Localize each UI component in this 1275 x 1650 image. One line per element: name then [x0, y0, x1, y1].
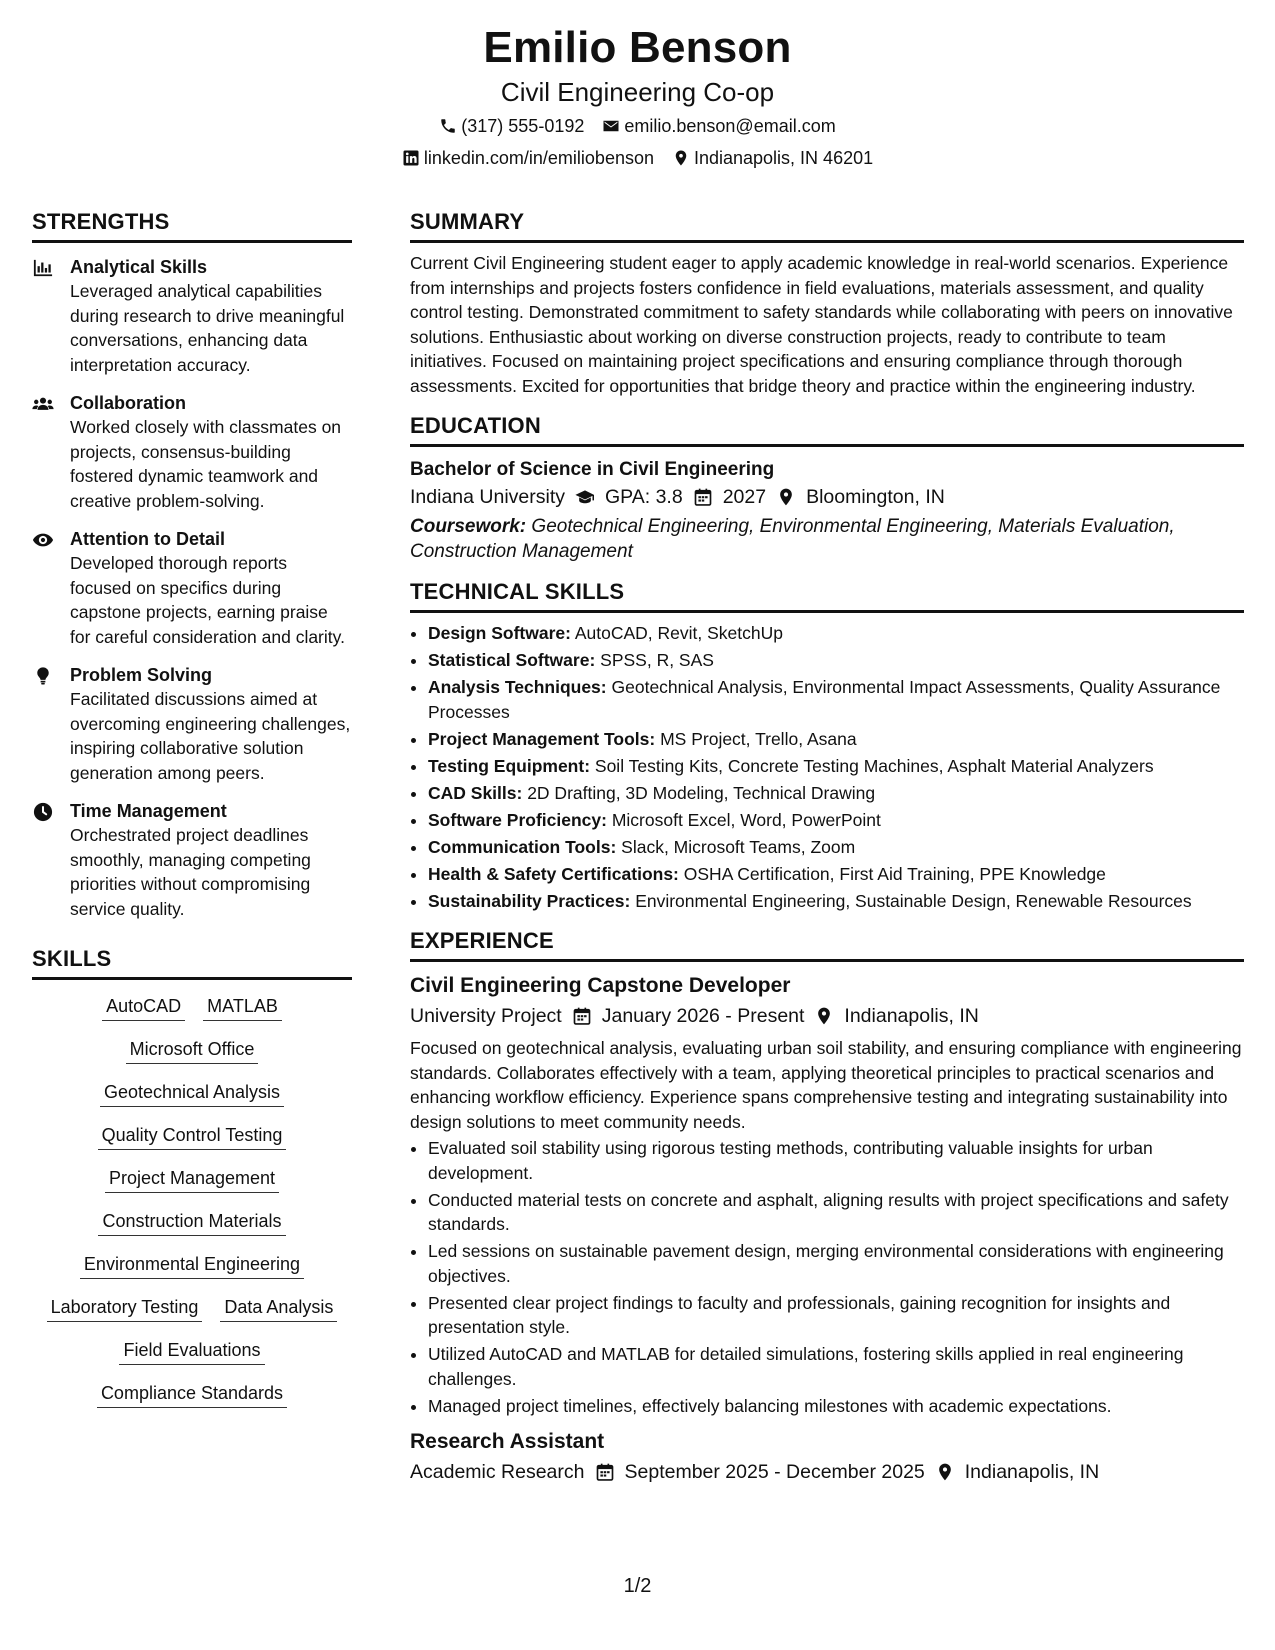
technical-skill-item [428, 675, 1244, 724]
skill-tag: Laboratory Testing [47, 1295, 203, 1322]
summary-section [410, 208, 1244, 398]
skill-tag: Geotechnical Analysis [100, 1080, 284, 1107]
calendar-icon [693, 487, 713, 507]
location-text: Indianapolis, IN 46201 [693, 148, 874, 168]
strength-item [32, 391, 352, 513]
degree-title: Bachelor of Science in Civil Engineering [410, 459, 775, 480]
strength-title: Collaboration [70, 393, 186, 413]
skill-category: Statistical Software: [428, 650, 596, 670]
skill-category: Design Software: [428, 623, 571, 643]
skill-category: CAD Skills: [428, 782, 523, 803]
school-name: Indiana University [410, 486, 565, 508]
technical-skill-item [428, 862, 1244, 887]
summary-heading: SUMMARY [410, 208, 1244, 243]
calendar-icon [572, 1006, 592, 1026]
skill-tag: AutoCAD [102, 994, 185, 1021]
job-bullet: • Led sessions on sustainable pavement design, merging environmental considerations with engineering objectives. [428, 1239, 1244, 1288]
skill-tag: Data Analysis [220, 1295, 337, 1322]
email-text: emilio.benson@email.com [624, 116, 836, 136]
technical-skills-section [410, 578, 1244, 913]
skill-values: AutoCAD, Revit, SketchUp [574, 623, 783, 643]
strength-item [32, 527, 352, 649]
strength-item [32, 799, 352, 921]
map-pin-icon [776, 487, 796, 507]
skill-values: Environmental Engineering, Sustainable Design, Renewable Resources [635, 890, 1192, 911]
job-entry [410, 1428, 1244, 1486]
job-meta [410, 1458, 1244, 1486]
lightbulb-icon [32, 666, 54, 686]
strength-title: Problem Solving [70, 665, 213, 685]
phone-contact [439, 114, 584, 138]
phone-icon [439, 117, 457, 135]
job-bullet: • Utilized AutoCAD and MATLAB for detailed simulations, fostering skills applied in real engineering challenges. [428, 1342, 1244, 1391]
strengths-heading: STRENGTHS [32, 208, 352, 243]
technical-skill-item [428, 648, 1244, 673]
skill-category: Health & Safety Certifications: [428, 863, 679, 884]
left-column [32, 208, 352, 1408]
job-bullet: • Evaluated soil stability using rigorous testing methods, contributing valuable insights for urban development. [428, 1136, 1244, 1185]
phone-text: (317) 555-0192 [461, 116, 585, 136]
eye-icon [32, 530, 54, 550]
job-dates: September 2025 - December 2025 [624, 1461, 925, 1483]
envelope-icon [602, 117, 620, 135]
summary-text: Current Civil Engineering student eager to apply academic knowledge in real-world scenarios. Experience from internships and projects fosters confidence in field evaluations, materials assessment, and quality control testing. Demonstrated commitment to safety standards while collaborating with peers on innovative solutions. Enthusiastic about working on diverse construction projects, ready to contribute to team initiatives. Focused on maintaining project specifications and ensuring compliance through thorough assessments. Excited for opportunities that bridge theory and practice within the engineering industry. [410, 253, 1233, 396]
coursework-label: Coursework: [410, 516, 527, 537]
technical-skills-heading: TECHNICAL SKILLS [410, 578, 1244, 613]
candidate-name: Emilio Benson [483, 23, 792, 72]
skill-tag: Field Evaluations [119, 1338, 264, 1365]
skill-tag: Compliance Standards [97, 1381, 287, 1408]
skill-tag: MATLAB [203, 994, 282, 1021]
technical-skill-item [428, 835, 1244, 860]
job-bullet: • Conducted material tests on concrete and asphalt, aligning results with project specifications and safety standards. [428, 1188, 1244, 1237]
map-pin-icon [672, 149, 690, 167]
school-location: Bloomington, IN [806, 486, 945, 508]
map-pin-icon [814, 1006, 834, 1026]
strengths-list [32, 255, 352, 921]
skill-category: Sustainability Practices: [428, 890, 631, 911]
strength-title: Analytical Skills [70, 257, 208, 277]
contact-row-1 [0, 114, 1275, 138]
job-bullet: • Presented clear project findings to faculty and professionals, gaining recognition for insights and presentation style. [428, 1291, 1244, 1340]
calendar-icon [595, 1462, 615, 1482]
email-contact[interactable] [602, 114, 835, 138]
job-title: Civil Engineering Capstone Developer [410, 974, 791, 997]
skill-category: Software Proficiency: [428, 809, 607, 830]
skill-tag: Quality Control Testing [98, 1123, 287, 1150]
technical-skill-item [428, 621, 1244, 646]
strength-item [32, 663, 352, 785]
job-meta [410, 1002, 1244, 1030]
education-section [410, 412, 1244, 564]
job-entry [410, 972, 1244, 1418]
skill-tag: Project Management [105, 1166, 279, 1193]
skill-category: Testing Equipment: [428, 755, 591, 776]
job-organization: Academic Research [410, 1461, 585, 1483]
location-contact [672, 146, 873, 170]
job-title: Research Assistant [410, 1430, 605, 1453]
skill-values: Geotechnical Analysis, Environmental Impact Assessments, Quality Assurance Processes [428, 677, 1221, 722]
map-pin-icon [935, 1462, 955, 1482]
skills-heading: SKILLS [32, 945, 352, 980]
skill-tag: Environmental Engineering [80, 1252, 304, 1279]
headline: Civil Engineering Co-op [500, 77, 775, 107]
skill-values: 2D Drafting, 3D Modeling, Technical Drawing [527, 782, 876, 803]
skill-values: Soil Testing Kits, Concrete Testing Machines, Asphalt Material Analyzers [594, 755, 1154, 776]
strength-item [32, 255, 352, 377]
skill-tag: Construction Materials [98, 1209, 285, 1236]
technical-skill-item [428, 808, 1244, 833]
linkedin-contact[interactable] [402, 146, 654, 170]
linkedin-icon [402, 149, 420, 167]
strength-description: Facilitated discussions aimed at overcoming engineering challenges, inspiring collaborative solution generation among peers. [70, 689, 351, 783]
skill-values: Microsoft Excel, Word, PowerPoint [611, 809, 881, 830]
experience-heading: EXPERIENCE [410, 927, 1244, 962]
page-number: 1/2 [623, 1575, 652, 1597]
users-icon [32, 394, 54, 414]
graduation-cap-icon [575, 487, 595, 507]
technical-skill-item [428, 889, 1244, 914]
linkedin-text: linkedin.com/in/emiliobenson [423, 148, 654, 168]
skill-tag: Microsoft Office [126, 1037, 259, 1064]
skill-values: OSHA Certification, First Aid Training, PPE Knowledge [683, 863, 1106, 884]
clock-icon [32, 802, 54, 822]
bar-chart-icon [32, 258, 54, 278]
coursework [410, 514, 1244, 564]
right-column [410, 208, 1244, 1500]
experience-section [410, 927, 1244, 1486]
strength-description: Leveraged analytical capabilities during research to drive meaningful conversations, enhancing data interpretation accuracy. [70, 281, 345, 375]
skill-category: Analysis Techniques: [428, 677, 607, 697]
job-bullet: • Managed project timelines, effectively balancing milestones with academic expectations. [428, 1394, 1244, 1419]
skill-category: Project Management Tools: [428, 728, 656, 749]
job-organization: University Project [410, 1005, 562, 1027]
education-meta [410, 483, 1244, 511]
strength-description: Orchestrated project deadlines smoothly, managing competing priorities without compromising service quality. [70, 825, 311, 919]
skill-values: Slack, Microsoft Teams, Zoom [621, 836, 856, 857]
skill-values: MS Project, Trello, Asana [660, 728, 857, 749]
strength-description: Developed thorough reports focused on specifics during capstone projects, earning praise for careful consideration and clarity. [70, 553, 345, 647]
technical-skill-item [428, 727, 1244, 752]
skills-section [32, 945, 352, 1408]
skill-values: SPSS, R, SAS [600, 650, 714, 670]
skill-category: Communication Tools: [428, 836, 617, 857]
strength-title: Time Management [70, 801, 227, 821]
job-bullets [410, 1136, 1244, 1418]
gpa-text: GPA: 3.8 [605, 486, 683, 508]
skills-tags [32, 994, 352, 1408]
job-location: Indianapolis, IN [844, 1005, 979, 1027]
resume-header [0, 22, 1275, 170]
strength-title: Attention to Detail [70, 529, 225, 549]
contact-row-2 [0, 146, 1275, 170]
coursework-list: Geotechnical Engineering, Environmental Engineering, Materials Evaluation, Construction Management [410, 516, 1175, 562]
education-heading: EDUCATION [410, 412, 1244, 447]
technical-skill-item [428, 781, 1244, 806]
job-dates: January 2026 - Present [601, 1005, 805, 1027]
technical-skill-item [428, 754, 1244, 779]
graduation-year: 2027 [722, 486, 767, 508]
strength-description: Worked closely with classmates on projects, consensus-building fostered dynamic teamwork and creative problem-solving. [70, 417, 342, 511]
technical-skills-list [410, 621, 1244, 913]
job-description: Focused on geotechnical analysis, evaluating urban soil stability, and ensuring compliance with engineering standards. Collaborates effectively with a team, applying theoretical principles to practical scenarios and enhancing workflow efficiency. Experience spans comprehensive testing and integrating sustainability into design solutions to meet community needs. [410, 1038, 1242, 1132]
job-location: Indianapolis, IN [964, 1461, 1100, 1483]
